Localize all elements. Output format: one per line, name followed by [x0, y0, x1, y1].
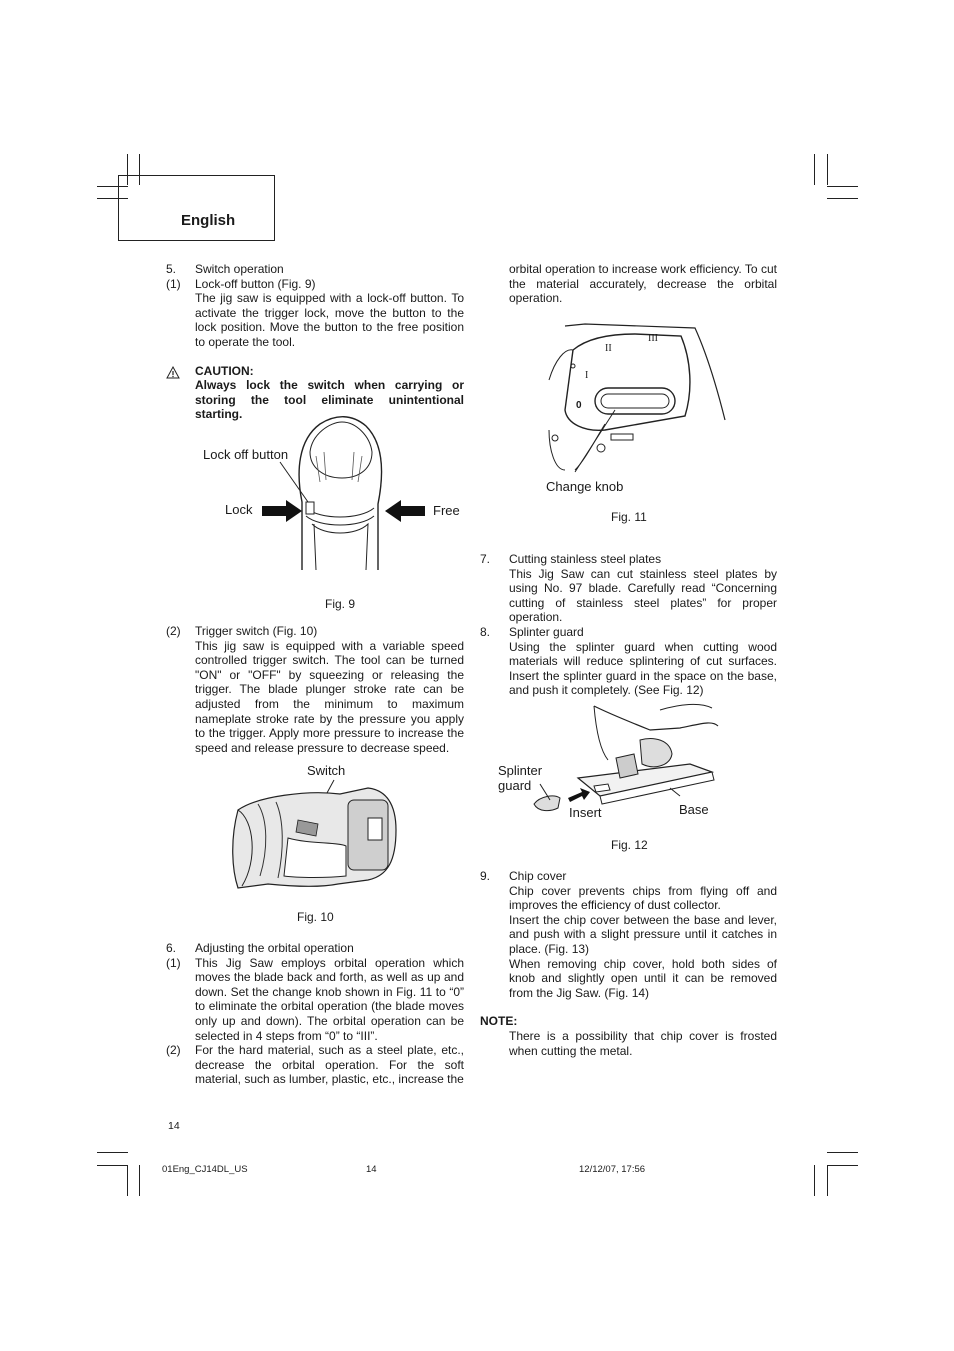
fig9-lock-label: Lock [225, 502, 253, 517]
fig12-caption: Fig. 12 [611, 838, 648, 852]
section-6-heading: 6. Adjusting the orbital operation [166, 941, 354, 955]
fig12-base-label: Base [679, 802, 709, 817]
section-6-2-text: (2) For the hard material, such as a steel plate, etc., decrease the orbital operation. For the soft material, such as lumber, plastic, etc., increase the [166, 1043, 464, 1087]
fig11-mark-ii: II [605, 343, 612, 354]
right-column-top [480, 262, 777, 306]
fig9-free-label: Free [433, 503, 460, 518]
section-9-text2: Insert the chip cover between the base and lever, and push with a slight pressure until it catches in place. (Fig. 13) [509, 912, 777, 956]
fig11-caption: Fig. 11 [611, 510, 647, 524]
fig11-illustration [545, 320, 729, 470]
section-5-2-text: This jig saw is equipped with a variable speed controlled trigger switch. The tool can be turned "ON" or "OFF" by squeezing or releasing the trigger. The blade plunger stroke rate can be adjusted from the minimum to maximum nameplate stroke rate by the pressure you apply to the trigger. Apply more pressure to increase the speed and release pressure to decrease speed. [195, 638, 464, 755]
left-column [166, 262, 464, 422]
fig12-insert-label: Insert [569, 805, 602, 820]
caution-text: Always lock the switch when carrying or storing the tool eliminate unintentional starting. [195, 378, 464, 422]
section-5-1-heading: (1) Lock-off button (Fig. 9) [166, 276, 316, 291]
footer-timestamp: 12/12/07, 17:56 [579, 1164, 646, 1175]
left-arrow-icon [385, 500, 425, 522]
section-9-heading: 9. Chip cover [480, 869, 567, 883]
warning-triangle-icon [166, 364, 180, 381]
footer-file-name: 01Eng_CJ14DL_US [162, 1164, 248, 1175]
fig10-caption: Fig. 10 [297, 910, 334, 924]
fig10-illustration [228, 780, 400, 892]
left-column-orbital-section [166, 941, 464, 1087]
fig11-mark-0: 0 [576, 400, 582, 411]
fig11-mark-iii: III [648, 333, 658, 344]
section-9-text1: Chip cover prevents chips from flying off and improves the efficiency of dust collector. [509, 883, 777, 913]
section-5-heading: 5. Switch operation [166, 262, 284, 276]
fig9-caption: Fig. 9 [325, 597, 356, 611]
fig12-splinter-label-line2: guard [498, 778, 532, 793]
section-8-text: Using the splinter guard when cutting wood materials will reduce splintering of cut surfaces. Insert the splinter guard in the space on the base, and push it completely. (See Fig. 12) [509, 639, 777, 698]
left-column-trigger-section [166, 624, 464, 755]
fig12-splinter-label-line1: Splinter [498, 763, 543, 778]
footer-center-number: 14 [366, 1164, 377, 1175]
right-column-bottom [480, 869, 777, 1058]
fig9-leader-line [280, 462, 314, 504]
section-6-1-text: (1) This Jig Saw employs orbital operation which moves the blade back and forth, as well as up and down. Set the change knob shown in Fig. 11 to “0” to eliminate the orbital operation (the blade moves only up and down). The orbital operation can be selected in 4 steps from “0” to “III”. [166, 955, 464, 1043]
fig12-illustration [530, 700, 720, 818]
fig11-change-knob-label: Change knob [546, 479, 624, 494]
language-label: English [181, 212, 236, 229]
section-7-text: This Jig Saw can cut stainless steel plates by using No. 97 blade. Carefully read “Concerning cutting of stainless steel plates” for proper operation. [509, 566, 777, 625]
section-5-2-heading: (2) Trigger switch (Fig. 10) [166, 624, 318, 638]
fig9-lock-off-label: Lock off button [203, 447, 289, 462]
section-5-1-text: The jig saw is equipped with a lock-off button. To activate the trigger lock, move the button to the lock position. Move the button to the free position to operate the tool. [195, 291, 464, 349]
section-9-text3: When removing chip cover, hold both sides of knob and slightly open until it can be removed from the Jig Saw. (Fig. 14) [509, 956, 777, 1000]
section-8-heading: 8. Splinter guard [480, 624, 584, 639]
language-header-box [118, 175, 275, 241]
caution-heading: CAUTION: [195, 363, 254, 378]
orbital-continued-text: orbital operation to increase work efficiency. To cut the material accurately, decrease the orbital operation. [509, 262, 777, 306]
right-column-middle [480, 552, 777, 698]
fig11-mark-i: I [585, 370, 589, 381]
note-heading: NOTE: [480, 1014, 518, 1029]
fig10-switch-label: Switch [307, 763, 346, 778]
section-7-heading: 7. Cutting stainless steel plates [480, 552, 662, 566]
note-text: There is a possibility that chip cover is frosted when cutting the metal. [509, 1028, 777, 1058]
right-arrow-icon [262, 500, 302, 522]
page-number: 14 [168, 1120, 180, 1132]
